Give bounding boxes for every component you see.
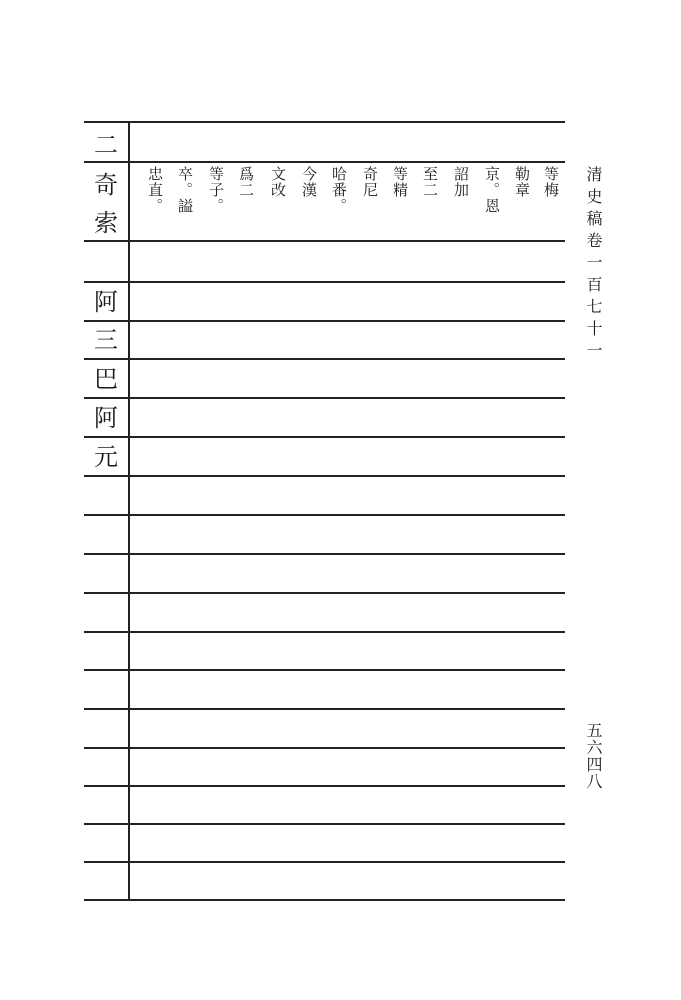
table-row-rule bbox=[84, 669, 565, 671]
left-cell: 巴 bbox=[94, 365, 118, 393]
table-row-rule bbox=[84, 785, 565, 787]
table-row-rule bbox=[84, 747, 565, 749]
body-text-column: 至二 bbox=[421, 166, 439, 198]
table-column-divider bbox=[128, 122, 130, 900]
body-text-column: 等子。 bbox=[207, 166, 225, 214]
body-text-column: 今漢 bbox=[300, 166, 318, 198]
table-row-rule bbox=[84, 436, 565, 438]
body-text-column: 等梅 bbox=[542, 166, 560, 198]
table-row-rule bbox=[84, 631, 565, 633]
left-cell: 索 bbox=[94, 209, 118, 237]
table-row-rule bbox=[84, 240, 565, 242]
left-cell: 元 bbox=[94, 443, 118, 471]
table-top-rule bbox=[84, 121, 565, 123]
table-row-rule bbox=[84, 161, 565, 163]
left-cell: 三 bbox=[94, 326, 118, 354]
table-row-rule bbox=[84, 320, 565, 322]
body-text-column: 勒章 bbox=[513, 166, 531, 198]
table-row-rule bbox=[84, 475, 565, 477]
table-row-rule bbox=[84, 592, 565, 594]
body-text-column: 等精 bbox=[391, 166, 409, 198]
table-row-rule bbox=[84, 708, 565, 710]
table-row-rule bbox=[84, 823, 565, 825]
book-title: 清史稿卷一百七十一 bbox=[584, 166, 603, 364]
body-text-column: 京。恩 bbox=[483, 166, 501, 214]
body-text-column: 文改 bbox=[269, 166, 287, 198]
table-row-rule bbox=[84, 281, 565, 283]
table-row-rule bbox=[84, 358, 565, 360]
left-cell: 二 bbox=[94, 131, 118, 159]
body-text-column: 詔加 bbox=[452, 166, 470, 198]
table-row-rule bbox=[84, 514, 565, 516]
table-row-rule bbox=[84, 397, 565, 399]
body-text-column: 爲二 bbox=[237, 166, 255, 198]
table-row-rule bbox=[84, 553, 565, 555]
left-cell bbox=[84, 250, 128, 278]
page-number: 五六四八 bbox=[584, 722, 603, 790]
body-text-column: 哈番。 bbox=[330, 166, 348, 214]
left-cell: 阿 bbox=[94, 404, 118, 432]
left-cell: 奇 bbox=[94, 171, 118, 199]
body-text-column: 忠直。 bbox=[146, 166, 164, 214]
body-text-column: 卒。謚 bbox=[176, 166, 194, 214]
body-text-column: 奇尼 bbox=[361, 166, 379, 198]
table-bottom-rule bbox=[84, 899, 565, 901]
left-cell: 阿 bbox=[94, 288, 118, 316]
table-row-rule bbox=[84, 861, 565, 863]
